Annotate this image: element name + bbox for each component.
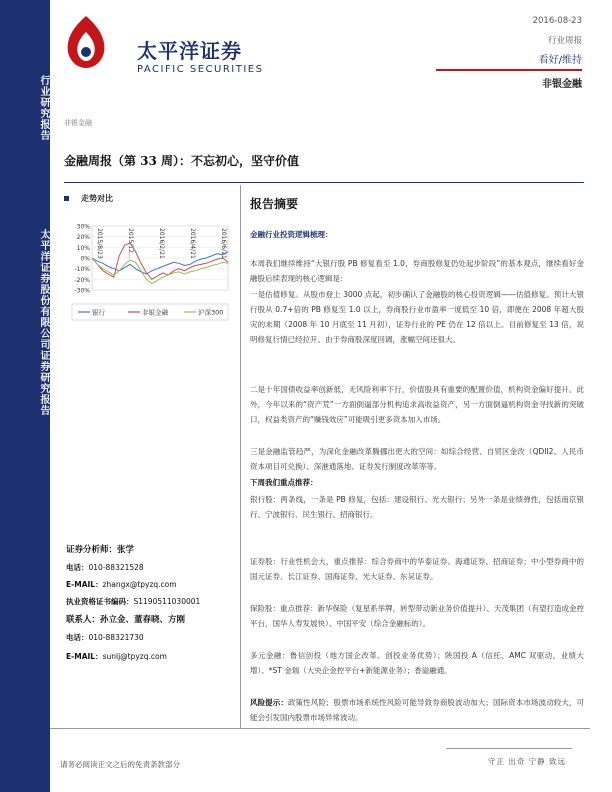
legend-entry: 银行 [92,308,105,317]
y-tick-label: 30% [76,223,90,231]
contact-phone: 010-88321730 [88,633,144,642]
left-sidebar [0,0,50,792]
x-tick-label: 2016/4/21 [189,228,196,259]
brand-name-en: PACIFIC SECURITIES [137,64,264,75]
license-label: 执业资格证书编码： [66,597,134,606]
risk-text: 政策性风险；股票市场系统性风险可能导致券商股波动加大；国际资本市场波动较大，可能会引发国内股票市场异常波动。 [250,698,585,722]
page-title: 金融周报（第 33 周）：不忘初心，坚守价值 [64,154,300,168]
analyst-email[interactable]: zhangx@tpyzq.com [102,580,177,589]
header-red-rule [436,69,582,71]
license-line [66,596,200,607]
y-tick-label: 0% [80,255,90,263]
logic-heading: 金融行业投资逻辑梳理： [250,230,333,239]
sidebar-label-industry-report: 行业研究报告 [38,75,49,141]
report-date: 2016-08-23 [532,16,582,26]
summary-heading: 报告摘要 [250,197,299,211]
picks-heading-text: 下周我们重点推荐： [250,478,318,487]
rating: 看好/维持 [538,55,582,66]
email-label: E-MAIL： [66,652,103,661]
sidebar-label-company-report: 太平洋证券股份有限公司证券研究报告 [38,228,49,416]
email-label: E-MAIL： [66,580,103,589]
contact-email[interactable]: sunlj@tpyzq.com [102,652,167,661]
x-tick-label: 2016/2/21 [158,228,165,259]
contact-phone-line [66,632,144,643]
contacts-label: 联系人： [66,615,101,625]
phone-label: 电话： [66,633,89,642]
picks-diversified: 多元金融：鲁信创投（地方国企改革、创投业务优势）；陕国投 A（信托、AMC 双驱动，业绩大增）、*ST 金瑞（大央企金控平台+新能源业务）；香溢融通。 [250,651,584,675]
x-tick-label: 2015/8/23 [96,228,103,259]
y-tick-label: 20% [76,234,90,242]
pacific-logo-icon [62,14,110,70]
y-tick-label: -30% [74,287,90,295]
legend-entry: 非银金融 [142,308,168,317]
square-bullet-icon [64,196,69,201]
trend-chart [64,220,234,338]
phone-label: 电话： [66,563,89,572]
picks-insurance: 保险股：重点推荐：新华保险（复星系举牌，转型带动新业务价值提升）、天茂集团（有望打造成金控平台，国华人寿发展快）、中国平安（综合金融标的）。 [250,604,584,628]
summary-paragraph-intro: 本周我们继续维持“大银行股 PB 修复看至 1.0，券商股修复仍处起步阶段”的基本观点，继续看好金融股后续表现的核心逻辑是： [250,259,584,283]
y-tick-label: -20% [74,276,90,284]
y-tick-label: 10% [76,244,90,252]
analyst-line [66,543,134,555]
column-divider [240,185,241,728]
trend-heading [64,193,113,204]
footer-disclaimer: 请务必阅读正文之后的免责条款部分 [60,760,180,769]
risk-label: 风险提示： [250,698,288,707]
footer-motto-rule [446,748,572,749]
x-tick-label: 2015/12… [127,228,134,259]
picks-banks: 银行股：两条线，一条是 PB 修复，包括：建设银行、光大银行；另外一条是业绩弹性，包括南京银行、宁波银行、民生银行、招商银行。 [250,495,584,519]
analyst-phone-line [66,562,144,573]
analyst-label: 证券分析师： [66,545,118,555]
x-tick-label: 2016/6/21 [220,228,227,259]
risk-warning [250,695,584,725]
title-divider [64,182,584,183]
contacts-line [66,613,185,625]
sub-sector-label: 非银金融 [64,119,92,127]
summary-paragraph-valuation: 一是估值修复。从股市登上 3000 点起，初步确认了金融股的核心投资逻辑——估值修复。预计大银行股从 0.7+倍的 PB 修复至 1.0 以上，券商股行业市盈率一度低至 10 倍，即便在 2008 年超大股灾的末期（2008 年 10 月底至 11 月初），证券行业的 PE 仍在 12 倍以上。目前修复至 13 倍，说明修复行情已经拉开。由于券商股深度回调，涨幅空间还很大。 [250,290,584,344]
analyst-email-line [66,579,177,590]
picks-heading [250,475,584,490]
trend-chart-svg [64,220,234,338]
footer-motto: 守正 出奇 宁静 致远 [487,757,566,766]
analyst-name: 张学 [117,545,135,555]
footer-rule [50,728,590,729]
summary-paragraph-regulation: 三是金融监管趋严，为深化金融改革腾挪出更大的空间：如综合经营、自贸区金改（QDII2、人民币资本项目可兑换）、深港通落地、证券发行制度改革等等。 [250,447,584,471]
contact-email-line [66,651,167,662]
legend-entry: 沪深300 [198,308,224,317]
license-number: S1190511030001 [133,597,201,606]
trend-heading-text: 走势对比 [81,194,113,203]
y-tick-label: -10% [74,266,90,274]
summary-paragraph-bond-yield: 二是十年国债收益率创新低，无风险利率下行，价值股具有重要的配置价值，机构资金偏好提升。此外，今年以来的“资产荒”一方面倒逼部分机构追求高收益资产，另一方面倒逼机构资金寻找新的突破口，权益类资产的“赚钱效应”可能吸引更多资本加入市场。 [250,385,584,424]
sector-label: 非银金融 [542,79,582,90]
brand-name-cn: 太平洋证券 [137,39,242,63]
report-type: 行业周报 [547,36,582,46]
contacts-names: 孙立金、董春晓、方刚 [100,615,186,625]
analyst-phone: 010-88321528 [88,563,144,572]
picks-brokers: 证券股：行业性机会大，重点推荐：综合券商中的华泰证券、海通证券、招商证券；中小型券商中的国元证券、长江证券、国海证券、光大证券、东吴证券。 [250,557,584,581]
